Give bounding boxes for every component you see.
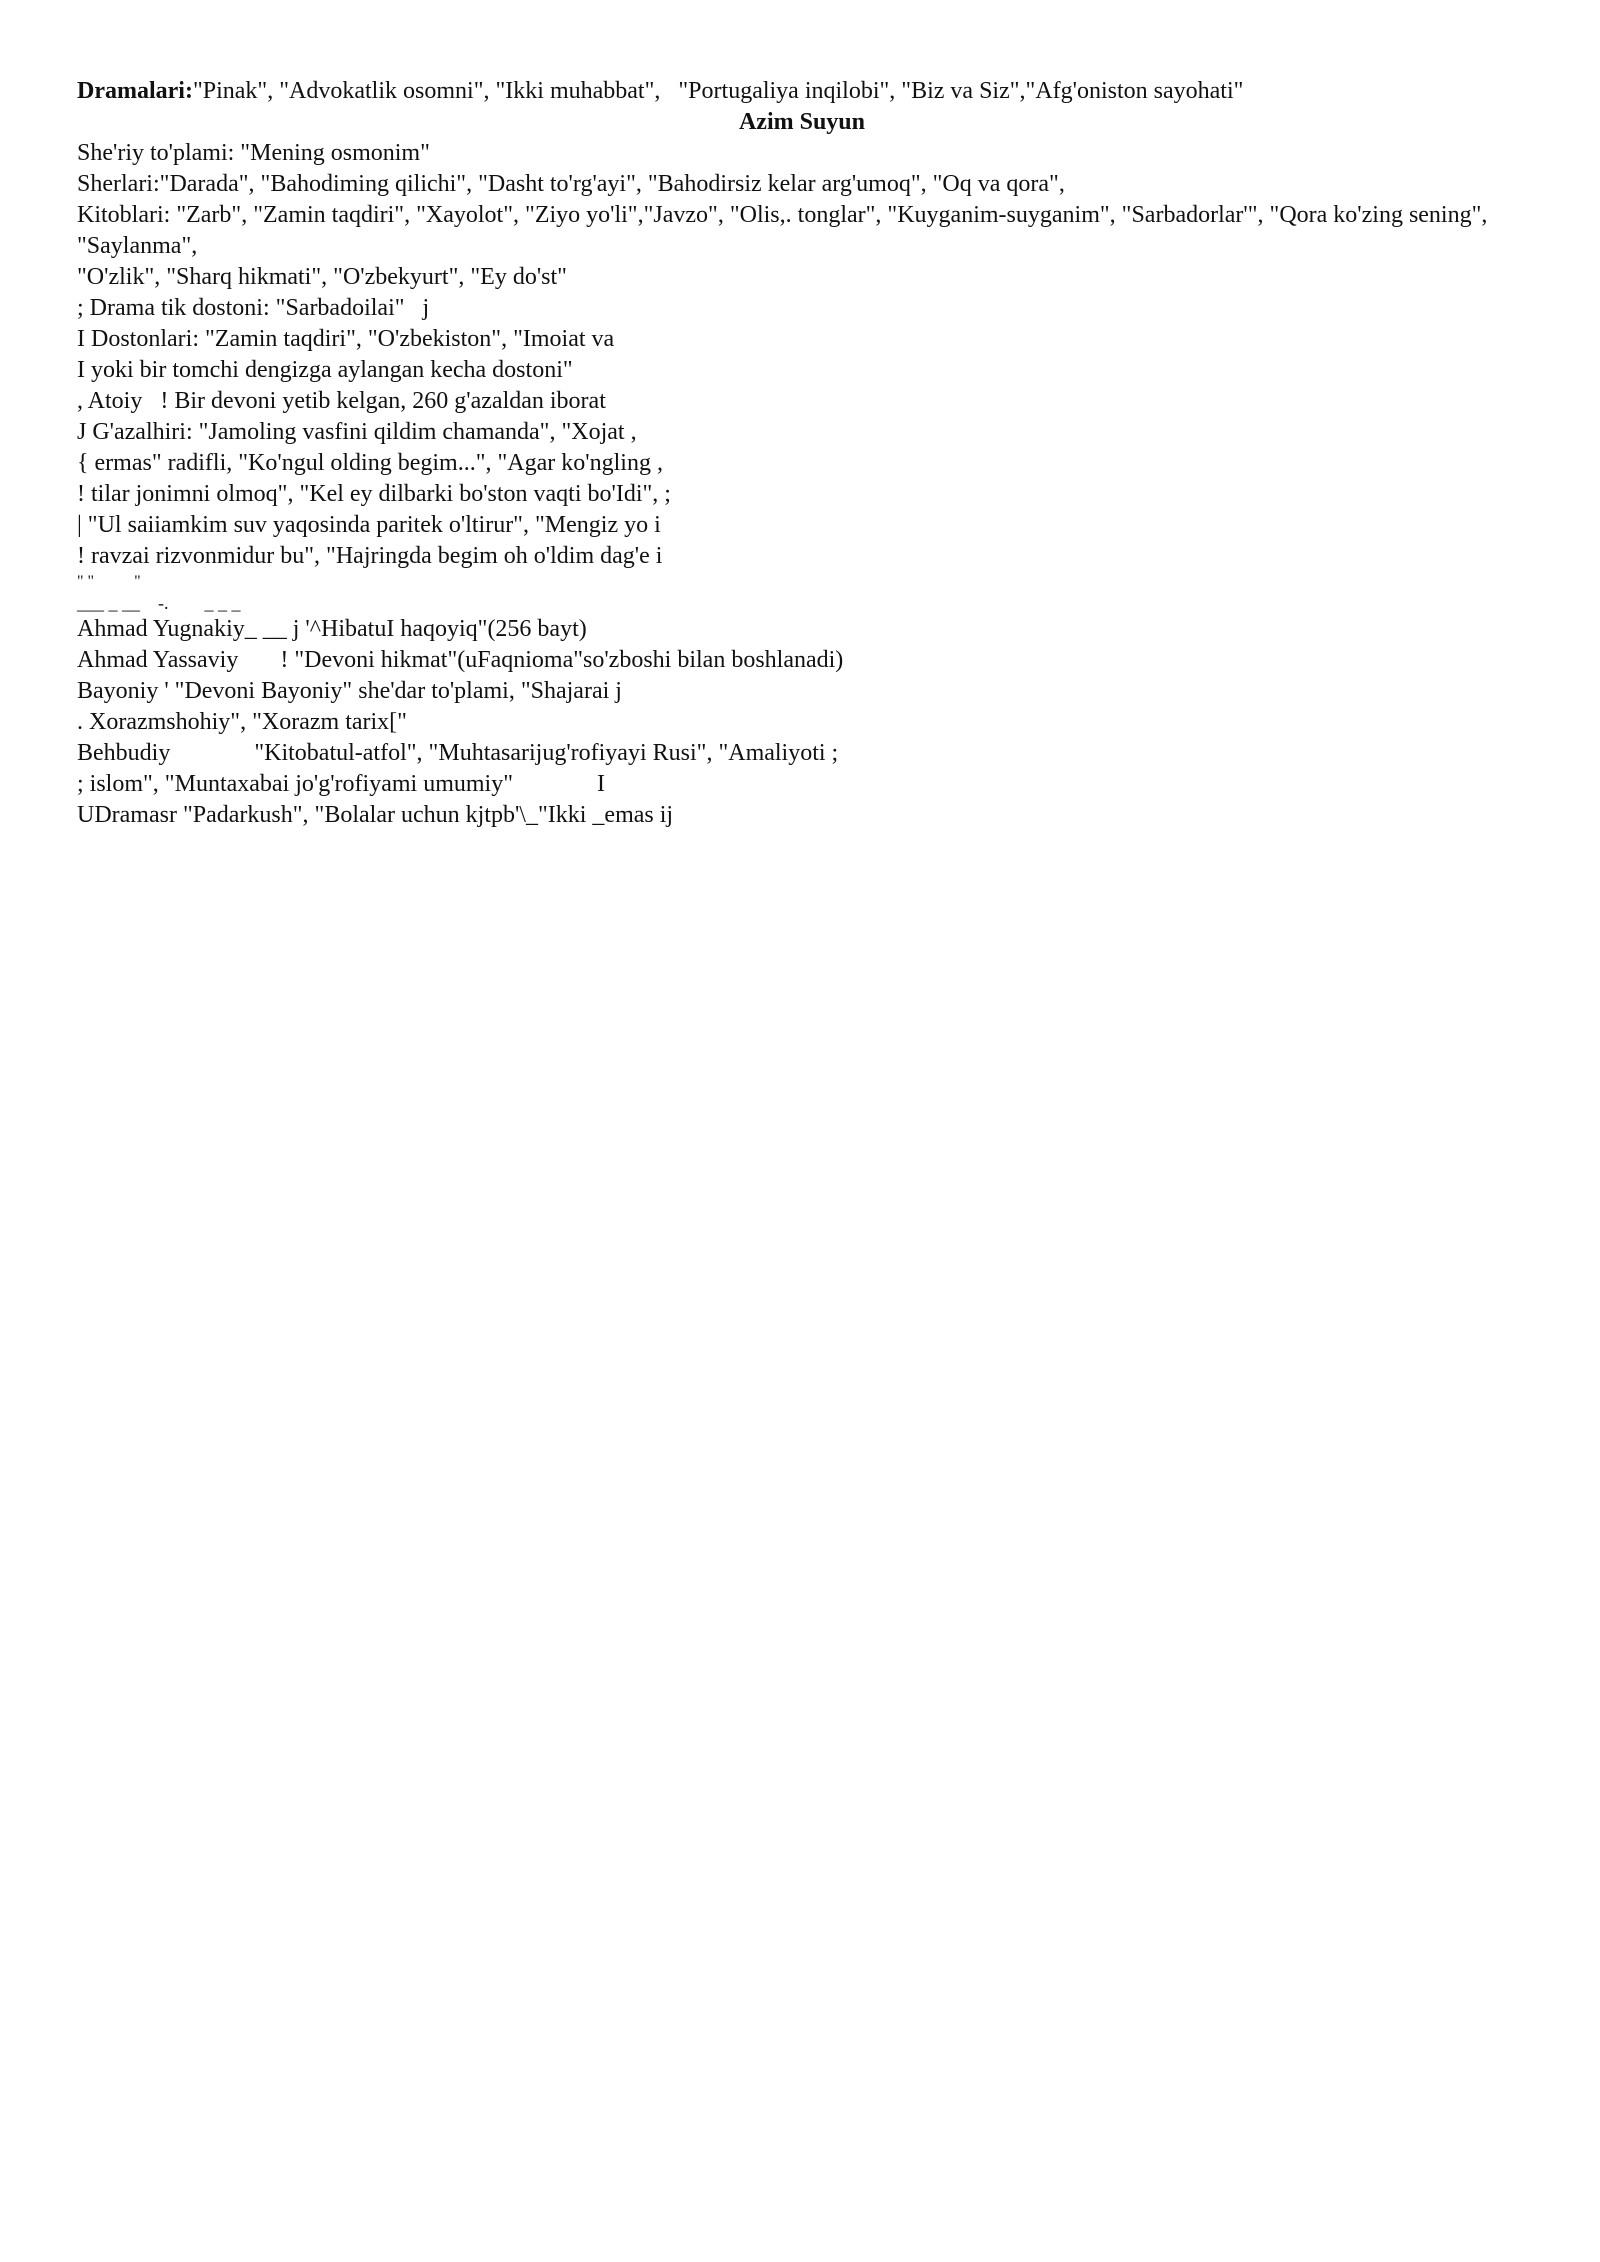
- section-heading: Azim Suyun: [738, 109, 866, 135]
- text-line-20: Behbudiy "Kitobatul-atfol", "Muhtasarijug'rofiyayi Rusi", "Amaliyoti ;: [77, 740, 839, 766]
- text-line-5: ; Drama tik dostoni: "Sarbadoilai" j: [77, 295, 430, 321]
- dramalari-line: [77, 76, 1527, 107]
- text-line-15: ___ _ __ -. _ _ _: [77, 593, 241, 613]
- text-line-13: ! ravzai rizvonmidur bu", "Hajringda begim oh o'ldim dag'e i: [77, 543, 663, 569]
- text-line-17: Ahmad Yassaviy ! "Devoni hikmat"(uFaqnioma"so'zboshi bilan boshlanadi): [77, 647, 844, 673]
- text-line-4: "O'zlik", "Sharq hikmati", "O'zbekyurt", "Ey do'st": [77, 264, 567, 290]
- text-line-9: J G'azalhiri: "Jamoling vasfini qildim chamanda", "Xojat ,: [77, 419, 637, 445]
- text-line-3: Kitoblari: "Zarb", "Zamin taqdiri", "Xayolot", "Ziyo yo'li","Javzo", "Olis,. tonglar", "Kuyganim-suyganim", "Sarbadorlar'", "Qora ko'zing sening", "Saylanma",: [77, 202, 1506, 259]
- text-line-21: ; islom", "Muntaxabai jo'g'rofiyami umumiy" I: [77, 771, 605, 797]
- dramalari-text: "Pinak", "Advokatlik osomni", "Ikki muhabbat", "Portugaliya inqilobi", "Biz va Siz","Afg'oniston sayohati": [192, 78, 1244, 104]
- text-line-6: I Dostonlari: "Zamin taqdiri", "O'zbekiston", "Imoiat va: [77, 326, 615, 352]
- document-page: [77, 76, 1527, 831]
- text-line-18: Bayoniy ' "Devoni Bayoniy" she'dar to'plami, "Shajarai j: [77, 678, 622, 704]
- text-line-8: , Atoiy ! Bir devoni yetib kelgan, 260 g'azaldan iborat: [77, 388, 606, 414]
- text-line-22: UDramasr "Padarkush", "Bolalar uchun kjtpb'\_"Ikki _emas ij: [77, 802, 674, 828]
- text-line-16: Ahmad Yugnakiy_ __ j '^HibatuI haqoyiq"(256 bayt): [77, 616, 587, 642]
- text-line-19: . Xorazmshohiy", "Xorazm tarix[": [77, 709, 407, 735]
- text-line-10: { ermas" radifli, "Ko'ngul olding begim...", "Agar ko'ngling ,: [77, 450, 663, 476]
- text-line-11: ! tilar jonimni olmoq", "Kel ey dilbarki bo'ston vaqti bo'Idi", ;: [77, 481, 671, 507]
- text-line-7: I yoki bir tomchi dengizga aylangan kecha dostoni": [77, 357, 573, 383]
- text-line-12: | "Ul saiiamkim suv yaqosinda paritek o'ltirur", "Mengiz yo i: [77, 512, 661, 538]
- dramalari-label: Dramalari:: [77, 78, 193, 104]
- text-line-1: She'riy to'plami: "Mening osmonim": [77, 140, 430, 166]
- text-line-14: " " ": [77, 573, 141, 590]
- text-line-2: Sherlari:"Darada", "Bahodiming qilichi", "Dasht to'rg'ayi", "Bahodirsiz kelar arg'umoq", "Oq va qora",: [77, 171, 1065, 197]
